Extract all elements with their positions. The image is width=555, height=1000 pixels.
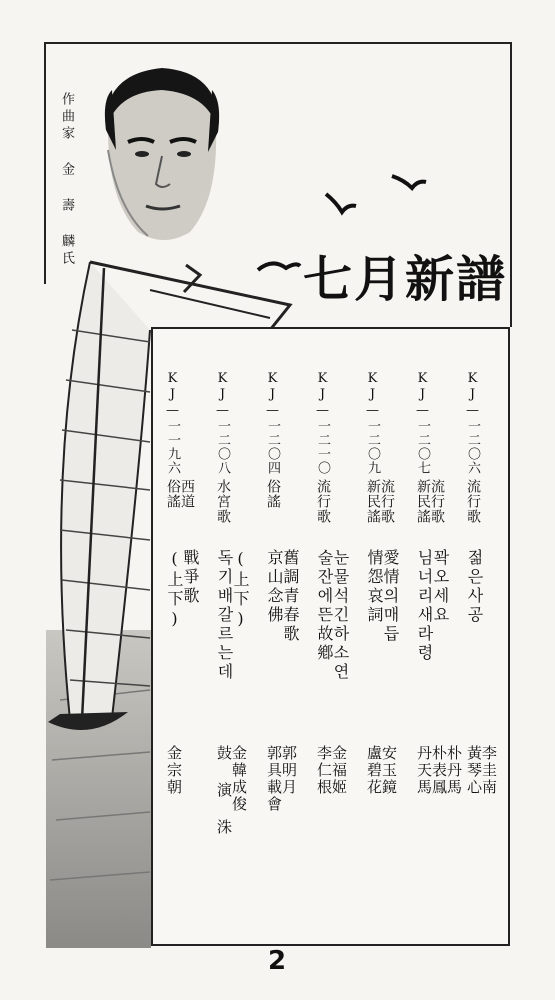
record-title: 눈물석긴하소연 술잔에뜬故鄕 bbox=[315, 549, 350, 682]
record-credits: 李圭南 黃琴心 bbox=[465, 745, 498, 796]
record-code: KJ—一二〇七 bbox=[415, 371, 430, 475]
page-number: 2 bbox=[267, 946, 287, 976]
record-code: KJ—一二一〇 bbox=[315, 371, 330, 475]
seagull-icon bbox=[258, 263, 300, 270]
record-credits: 金福姬 李仁根 bbox=[315, 745, 348, 796]
record-credits: 金宗朝 bbox=[165, 745, 183, 796]
record-code: KJ—一二〇九 bbox=[365, 371, 380, 475]
seagull-icon bbox=[392, 176, 426, 188]
record-genre: 流行歌 bbox=[315, 479, 331, 524]
record-genre: 俗謠 bbox=[265, 479, 281, 509]
record-genre: 水宮歌 bbox=[215, 479, 231, 524]
record-column bbox=[166, 329, 206, 948]
record-column bbox=[466, 329, 506, 948]
record-genre: 流行歌 bbox=[465, 479, 481, 524]
record-column bbox=[316, 329, 356, 948]
record-code: KJ—一二〇四 bbox=[265, 371, 280, 475]
record-title: 愛情의매듭 情怨哀詞 bbox=[365, 549, 400, 644]
record-genre: 流行歌 新民謠 bbox=[365, 479, 395, 524]
record-genre: 流行歌 新民謠 bbox=[415, 479, 445, 524]
record-code: KJ—一一九六 bbox=[165, 371, 180, 475]
record-listing-table bbox=[151, 327, 510, 946]
record-title: 꽉오세요 님너리새라령 bbox=[415, 549, 450, 663]
record-credits: 安玉鏡 盧碧花 bbox=[365, 745, 398, 796]
record-code: KJ—一二〇八 bbox=[215, 371, 230, 475]
record-credits: 郭明月 郭具載會 bbox=[265, 745, 298, 813]
page-title: 七月新譜 bbox=[302, 251, 507, 308]
record-credits: 朴丹馬 朴表鳳 丹天馬 bbox=[415, 745, 463, 796]
record-column bbox=[415, 329, 463, 948]
seagull-icon bbox=[326, 194, 356, 212]
composer-caption: 作曲家 金 壽 麟氏 bbox=[59, 92, 74, 268]
record-title: (上下) 독기배갈르는데 bbox=[215, 549, 250, 682]
record-credits: 金韓成俊 鼓 演 洙 bbox=[215, 745, 248, 836]
record-column bbox=[216, 329, 256, 948]
record-title: 젊은사공 bbox=[465, 549, 484, 625]
record-column bbox=[266, 329, 306, 948]
record-column bbox=[366, 329, 406, 948]
record-title: 戰爭歌 (上下) bbox=[165, 549, 200, 631]
record-title: 舊調青春歌 京山念佛 bbox=[265, 549, 300, 644]
record-code: KJ—一二〇六 bbox=[465, 371, 480, 475]
record-genre: 西道 俗謠 bbox=[165, 479, 195, 509]
